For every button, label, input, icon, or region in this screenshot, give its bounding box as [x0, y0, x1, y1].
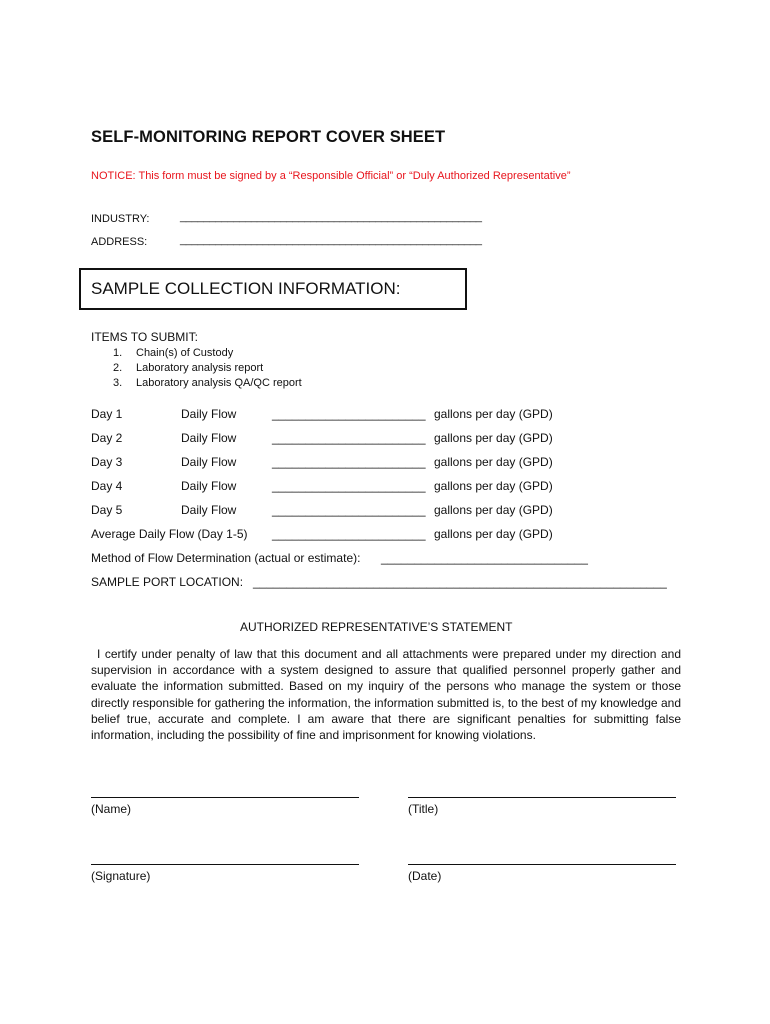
date-line[interactable]: [408, 864, 676, 865]
list-item: Laboratory analysis report: [136, 362, 264, 374]
list-item-num: 3.: [113, 377, 123, 389]
daily-flow-label: Daily Flow: [181, 407, 237, 421]
list-item: Chain(s) of Custody: [136, 347, 234, 359]
unit-label: gallons per day (GPD): [434, 431, 553, 445]
signature-line[interactable]: [91, 864, 359, 865]
statement-heading: AUTHORIZED REPRESENTATIVE’S STATEMENT: [240, 620, 513, 634]
unit-label: gallons per day (GPD): [434, 479, 553, 493]
date-label: (Date): [408, 869, 442, 883]
day-label: Day 5: [91, 503, 123, 517]
daily-flow-label: Daily Flow: [181, 503, 237, 517]
day-label: Day 3: [91, 455, 123, 469]
day4-flow-field[interactable]: _______________________: [272, 479, 426, 493]
unit-label: gallons per day (GPD): [434, 407, 553, 421]
method-field[interactable]: _______________________________: [381, 551, 588, 565]
title-line[interactable]: [408, 797, 676, 798]
average-flow-label: Average Daily Flow (Day 1-5): [91, 527, 248, 541]
daily-flow-label: Daily Flow: [181, 479, 237, 493]
day-label: Day 1: [91, 407, 123, 421]
industry-field[interactable]: ___________________________________________________: [180, 211, 482, 223]
list-item: Laboratory analysis QA/QC report: [136, 377, 302, 389]
page-title: SELF-MONITORING REPORT COVER SHEET: [91, 128, 446, 146]
day-label: Day 2: [91, 431, 123, 445]
name-label: (Name): [91, 802, 132, 816]
unit-label: gallons per day (GPD): [434, 527, 553, 541]
section-title-box: [79, 268, 467, 310]
section-title: SAMPLE COLLECTION INFORMATION:: [91, 279, 401, 298]
title-label: (Title): [408, 802, 439, 816]
list-item-num: 2.: [113, 362, 123, 374]
unit-label: gallons per day (GPD): [434, 455, 553, 469]
items-heading: ITEMS TO SUBMIT:: [91, 330, 198, 344]
industry-label: INDUSTRY:: [91, 213, 150, 225]
day-label: Day 4: [91, 479, 123, 493]
daily-flow-label: Daily Flow: [181, 455, 237, 469]
name-line[interactable]: [91, 797, 359, 798]
address-label: ADDRESS:: [91, 236, 148, 248]
port-field[interactable]: ______________________________________________________________: [253, 575, 667, 589]
day1-flow-field[interactable]: _______________________: [272, 407, 426, 421]
port-label: SAMPLE PORT LOCATION:: [91, 575, 244, 589]
day5-flow-field[interactable]: _______________________: [272, 503, 426, 517]
method-label: Method of Flow Determination (actual or estimate):: [91, 551, 361, 565]
signature-label: (Signature): [91, 869, 151, 883]
day2-flow-field[interactable]: _______________________: [272, 431, 426, 445]
notice-text: NOTICE: This form must be signed by a “Responsible Official” or “Duly Authorized Representative”: [91, 170, 571, 182]
day3-flow-field[interactable]: _______________________: [272, 455, 426, 469]
unit-label: gallons per day (GPD): [434, 503, 553, 517]
statement-body: I certify under penalty of law that this document and all attachments were prepared under my direction and supervision in accordance with a system designed to assure that qualified personnel properly gather and evaluate the information submitted. Based on my inquiry of the persons who manage the system or those directly responsible for gathering the information, the information submitted is, to the best of my knowledge and belief true, accurate and complete. I am aware that there are significant penalties for submitting false information, including the possibility of fine and imprisonment for knowing violations.: [91, 647, 681, 743]
average-flow-field[interactable]: _______________________: [272, 527, 426, 541]
list-item-num: 1.: [113, 347, 123, 359]
address-field[interactable]: ___________________________________________________: [180, 234, 482, 246]
daily-flow-label: Daily Flow: [181, 431, 237, 445]
